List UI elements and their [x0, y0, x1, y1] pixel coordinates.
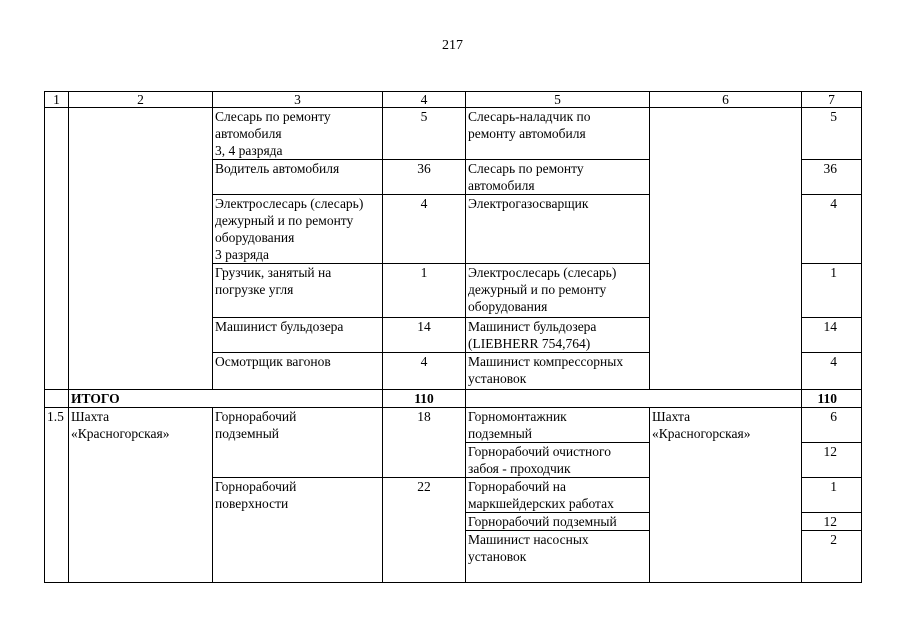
new-count-cell: 2: [802, 531, 862, 583]
header-cell: 4: [383, 92, 466, 108]
profession-cell: Горнорабочий поверхности: [213, 478, 383, 583]
new-count-cell: 1: [802, 264, 862, 318]
header-cell: 3: [213, 92, 383, 108]
empty-cell: [45, 108, 69, 390]
staffing-table: [44, 91, 862, 583]
total-count: 110: [383, 390, 466, 408]
profession-cell: Осмотрщик вагонов: [213, 353, 383, 390]
new-unit-cell: Шахта «Красногорская»: [650, 408, 802, 583]
new-profession-cell: Горнорабочий на маркшейдерских работах: [466, 478, 650, 513]
new-count-cell: 12: [802, 513, 862, 531]
profession-cell: Электрослесарь (слесарь) дежурный и по ремонту оборудования 3 разряда: [213, 195, 383, 264]
new-profession-cell: Электрогазосварщик: [466, 195, 650, 264]
new-count-cell: 4: [802, 353, 862, 390]
profession-cell: Грузчик, занятый на погрузке угля: [213, 264, 383, 318]
header-cell: 6: [650, 92, 802, 108]
section-name: Шахта «Красногорская»: [69, 408, 213, 583]
new-count-cell: 4: [802, 195, 862, 264]
section-number: 1.5: [45, 408, 69, 583]
new-count-cell: 1: [802, 478, 862, 513]
new-profession-cell: Слесарь-наладчик по ремонту автомобиля: [466, 108, 650, 160]
new-count-cell: 36: [802, 160, 862, 195]
total-label: ИТОГО: [69, 390, 383, 408]
count-cell: 14: [383, 318, 466, 353]
total-row: [45, 390, 862, 408]
header-cell: 7: [802, 92, 862, 108]
empty-cell: [69, 108, 213, 390]
table-header-row: [45, 92, 862, 108]
new-profession-cell: Машинист бульдозера (LIEBHERR 754,764): [466, 318, 650, 353]
new-count-cell: 5: [802, 108, 862, 160]
count-cell: 5: [383, 108, 466, 160]
new-count-cell: 6: [802, 408, 862, 443]
empty-cell: [466, 390, 802, 408]
new-profession-cell: Слесарь по ремонту автомобиля: [466, 160, 650, 195]
header-cell: 5: [466, 92, 650, 108]
new-count-cell: 14: [802, 318, 862, 353]
count-cell: 1: [383, 264, 466, 318]
new-profession-cell: Горнорабочий очистного забоя - проходчик: [466, 443, 650, 478]
header-cell: 2: [69, 92, 213, 108]
count-cell: 36: [383, 160, 466, 195]
count-cell: 4: [383, 353, 466, 390]
table-row: [45, 108, 862, 160]
new-profession-cell: Машинист насосных установок: [466, 531, 650, 583]
empty-cell: [45, 390, 69, 408]
new-count-cell: 12: [802, 443, 862, 478]
new-profession-cell: Горнорабочий подземный: [466, 513, 650, 531]
profession-cell: Водитель автомобиля: [213, 160, 383, 195]
count-cell: 18: [383, 408, 466, 478]
profession-cell: Слесарь по ремонту автомобиля 3, 4 разряда: [213, 108, 383, 160]
count-cell: 22: [383, 478, 466, 583]
table-row: [45, 408, 862, 443]
header-cell: 1: [45, 92, 69, 108]
new-profession-cell: Горномонтажник подземный: [466, 408, 650, 443]
profession-cell: Горнорабочий подземный: [213, 408, 383, 478]
new-profession-cell: Электрослесарь (слесарь) дежурный и по ремонту оборудования: [466, 264, 650, 318]
page-number: 217: [442, 38, 463, 53]
new-profession-cell: Машинист компрессорных установок: [466, 353, 650, 390]
total-new-count: 110: [802, 390, 862, 408]
profession-cell: Машинист бульдозера: [213, 318, 383, 353]
empty-cell: [650, 108, 802, 390]
count-cell: 4: [383, 195, 466, 264]
